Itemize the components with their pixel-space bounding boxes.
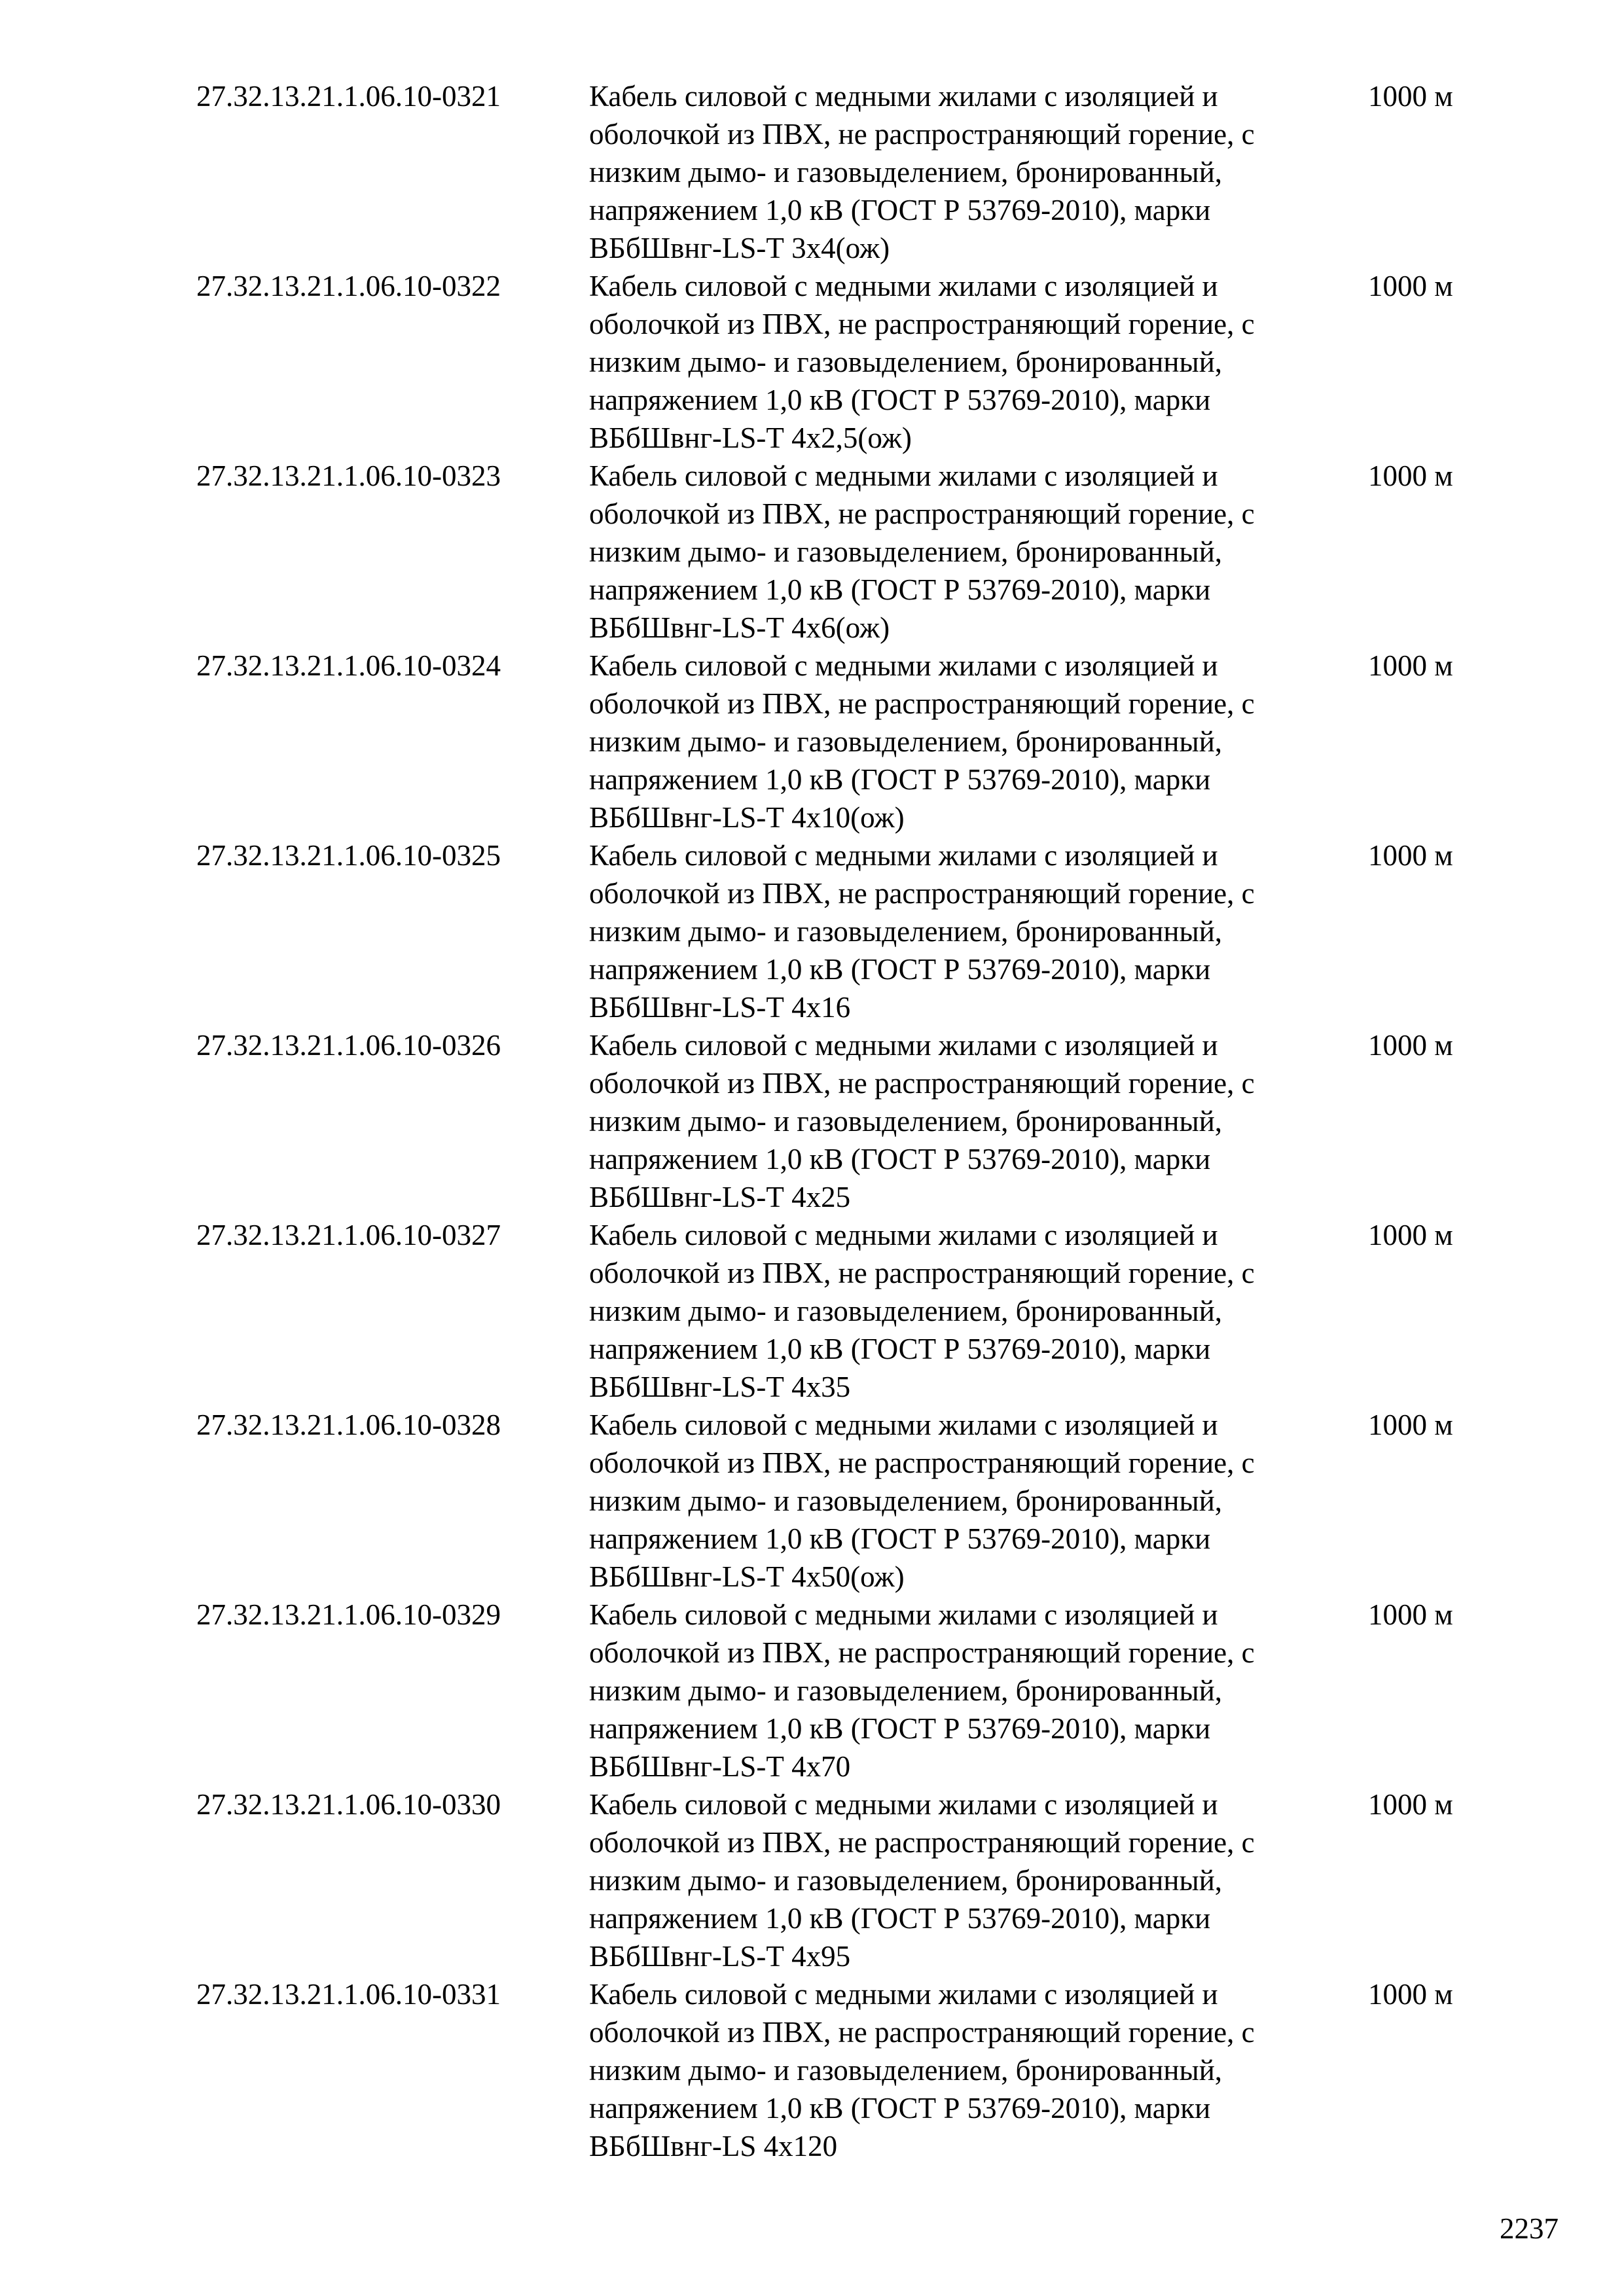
description-line: Кабель силовой с медными жилами с изоляцией и	[589, 1598, 1218, 1631]
resource-unit: 1000 м	[1368, 1408, 1453, 1441]
description-line: напряжением 1,0 кВ (ГОСТ Р 53769-2010), марки	[589, 1712, 1211, 1745]
description-line: низким дымо- и газовыделением, бронированный,	[589, 2054, 1223, 2087]
description-line: напряжением 1,0 кВ (ГОСТ Р 53769-2010), марки	[589, 1522, 1211, 1555]
description-line: низким дымо- и газовыделением, бронированный,	[589, 535, 1223, 568]
resource-unit: 1000 м	[1368, 1978, 1453, 2011]
list-item	[196, 1975, 1506, 2165]
resource-description	[589, 457, 1322, 647]
resource-list	[196, 77, 1506, 2165]
description-line: оболочкой из ПВХ, не распространяющий горение, с	[589, 1446, 1255, 1479]
description-line: ВБбШвнг-LS-Т 4х25	[589, 1181, 851, 1213]
description-line: Кабель силовой с медными жилами с изоляцией и	[589, 270, 1218, 302]
description-line: ВБбШвнг-LS 4х120	[589, 2130, 838, 2162]
list-item	[196, 1785, 1506, 1975]
resource-code: 27.32.13.21.1.06.10-0325	[196, 839, 501, 872]
list-item	[196, 1596, 1506, 1785]
description-line: ВБбШвнг-LS-Т 4х10(ож)	[589, 801, 905, 834]
description-line: Кабель силовой с медными жилами с изоляцией и	[589, 1408, 1218, 1441]
description-line: напряжением 1,0 кВ (ГОСТ Р 53769-2010), марки	[589, 953, 1211, 986]
description-line: оболочкой из ПВХ, не распространяющий горение, с	[589, 1257, 1255, 1289]
description-line: оболочкой из ПВХ, не распространяющий горение, с	[589, 1636, 1255, 1669]
description-line: ВБбШвнг-LS-Т 4х35	[589, 1371, 851, 1403]
resource-unit: 1000 м	[1368, 270, 1453, 302]
description-line: низким дымо- и газовыделением, бронированный,	[589, 725, 1223, 758]
resource-description	[589, 1026, 1322, 1216]
description-line: напряжением 1,0 кВ (ГОСТ Р 53769-2010), марки	[589, 194, 1211, 226]
resource-description	[589, 836, 1322, 1026]
resource-code: 27.32.13.21.1.06.10-0324	[196, 649, 501, 682]
resource-description	[589, 1406, 1322, 1596]
list-item	[196, 77, 1506, 267]
description-line: низким дымо- и газовыделением, бронированный,	[589, 1295, 1223, 1327]
list-item	[196, 836, 1506, 1026]
resource-description	[589, 267, 1322, 457]
resource-description	[589, 1596, 1322, 1785]
page-number: 2237	[1500, 2212, 1559, 2245]
description-line: низким дымо- и газовыделением, бронированный,	[589, 346, 1223, 378]
list-item	[196, 267, 1506, 457]
list-item	[196, 647, 1506, 836]
resource-description	[589, 647, 1322, 836]
resource-unit: 1000 м	[1368, 1788, 1453, 1821]
description-line: оболочкой из ПВХ, не распространяющий горение, с	[589, 687, 1255, 720]
description-line: ВБбШвнг-LS-Т 4х16	[589, 991, 851, 1024]
resource-code: 27.32.13.21.1.06.10-0323	[196, 459, 501, 492]
description-line: Кабель силовой с медными жилами с изоляцией и	[589, 839, 1218, 872]
description-line: Кабель силовой с медными жилами с изоляцией и	[589, 1788, 1218, 1821]
description-line: низким дымо- и газовыделением, бронированный,	[589, 156, 1223, 188]
description-line: напряжением 1,0 кВ (ГОСТ Р 53769-2010), марки	[589, 1333, 1211, 1365]
description-line: Кабель силовой с медными жилами с изоляцией и	[589, 1029, 1218, 1062]
resource-code: 27.32.13.21.1.06.10-0321	[196, 80, 501, 113]
description-line: низким дымо- и газовыделением, бронированный,	[589, 1105, 1223, 1138]
description-line: ВБбШвнг-LS-Т 4х2,5(ож)	[589, 422, 912, 454]
description-line: напряжением 1,0 кВ (ГОСТ Р 53769-2010), марки	[589, 763, 1211, 796]
description-line: Кабель силовой с медными жилами с изоляцией и	[589, 649, 1218, 682]
resource-code: 27.32.13.21.1.06.10-0322	[196, 270, 501, 302]
list-item	[196, 1216, 1506, 1406]
description-line: оболочкой из ПВХ, не распространяющий горение, с	[589, 1826, 1255, 1859]
description-line: ВБбШвнг-LS-Т 3х4(ож)	[589, 232, 890, 264]
description-line: оболочкой из ПВХ, не распространяющий горение, с	[589, 2016, 1255, 2049]
resource-unit: 1000 м	[1368, 1598, 1453, 1631]
resource-unit: 1000 м	[1368, 649, 1453, 682]
resource-description	[589, 1785, 1322, 1975]
description-line: Кабель силовой с медными жилами с изоляцией и	[589, 1219, 1218, 1251]
description-line: оболочкой из ПВХ, не распространяющий горение, с	[589, 308, 1255, 340]
resource-unit: 1000 м	[1368, 1029, 1453, 1062]
resource-code: 27.32.13.21.1.06.10-0326	[196, 1029, 501, 1062]
description-line: низким дымо- и газовыделением, бронированный,	[589, 1674, 1223, 1707]
description-line: низким дымо- и газовыделением, бронированный,	[589, 1864, 1223, 1897]
resource-code: 27.32.13.21.1.06.10-0329	[196, 1598, 501, 1631]
list-item	[196, 1026, 1506, 1216]
resource-description	[589, 1975, 1322, 2165]
resource-unit: 1000 м	[1368, 839, 1453, 872]
description-line: низким дымо- и газовыделением, бронированный,	[589, 915, 1223, 948]
resource-code: 27.32.13.21.1.06.10-0331	[196, 1978, 501, 2011]
description-line: низким дымо- и газовыделением, бронированный,	[589, 1484, 1223, 1517]
resource-unit: 1000 м	[1368, 1219, 1453, 1251]
description-line: напряжением 1,0 кВ (ГОСТ Р 53769-2010), марки	[589, 384, 1211, 416]
resource-unit: 1000 м	[1368, 459, 1453, 492]
description-line: оболочкой из ПВХ, не распространяющий горение, с	[589, 877, 1255, 910]
description-line: ВБбШвнг-LS-Т 4х70	[589, 1750, 851, 1783]
description-line: Кабель силовой с медными жилами с изоляцией и	[589, 80, 1218, 113]
resource-description	[589, 1216, 1322, 1406]
description-line: оболочкой из ПВХ, не распространяющий горение, с	[589, 118, 1255, 151]
description-line: ВБбШвнг-LS-Т 4х95	[589, 1940, 851, 1973]
description-line: напряжением 1,0 кВ (ГОСТ Р 53769-2010), марки	[589, 1143, 1211, 1175]
description-line: Кабель силовой с медными жилами с изоляцией и	[589, 459, 1218, 492]
list-item	[196, 1406, 1506, 1596]
description-line: Кабель силовой с медными жилами с изоляцией и	[589, 1978, 1218, 2011]
description-line: ВБбШвнг-LS-Т 4х50(ож)	[589, 1560, 905, 1593]
description-line: напряжением 1,0 кВ (ГОСТ Р 53769-2010), марки	[589, 1902, 1211, 1935]
description-line: оболочкой из ПВХ, не распространяющий горение, с	[589, 1067, 1255, 1100]
resource-code: 27.32.13.21.1.06.10-0327	[196, 1219, 501, 1251]
description-line: оболочкой из ПВХ, не распространяющий горение, с	[589, 497, 1255, 530]
description-line: напряжением 1,0 кВ (ГОСТ Р 53769-2010), марки	[589, 573, 1211, 606]
description-line: напряжением 1,0 кВ (ГОСТ Р 53769-2010), марки	[589, 2092, 1211, 2125]
resource-unit: 1000 м	[1368, 80, 1453, 113]
list-item	[196, 457, 1506, 647]
resource-code: 27.32.13.21.1.06.10-0328	[196, 1408, 501, 1441]
resource-description	[589, 77, 1322, 267]
resource-code: 27.32.13.21.1.06.10-0330	[196, 1788, 501, 1821]
description-line: ВБбШвнг-LS-Т 4х6(ож)	[589, 611, 890, 644]
